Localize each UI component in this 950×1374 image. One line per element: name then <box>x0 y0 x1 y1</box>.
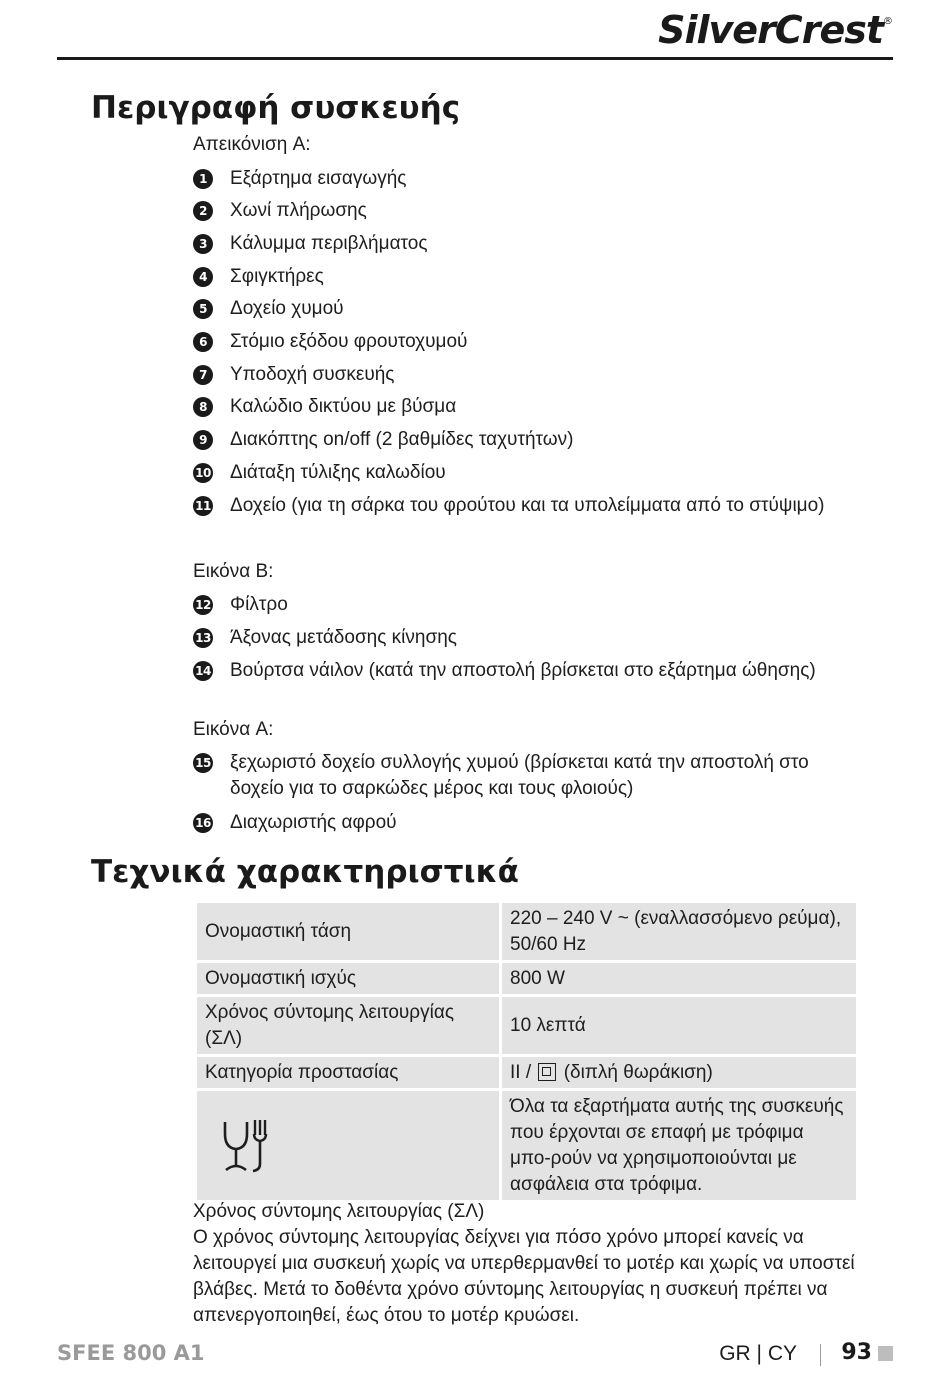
spec-value: 10 λεπτά <box>501 996 858 1056</box>
table-row <box>196 1056 858 1090</box>
group-label-a: Απεικόνιση A: <box>193 134 311 155</box>
list-item: 4 Σφιγκτήρες <box>193 264 830 290</box>
section-title-description: Περιγραφή συσκευής <box>91 90 461 126</box>
spec-label: Ονομαστική ισχύς <box>196 962 501 996</box>
number-badge: 3 <box>193 234 213 254</box>
spec-label: Κατηγορία προστασίας <box>196 1056 501 1090</box>
number-badge: 9 <box>193 430 213 450</box>
table-row <box>196 1090 858 1202</box>
list-item: 5 Δοχείο χυμού <box>193 296 830 322</box>
footer-language: GR | CY <box>719 1342 797 1365</box>
number-badge: 5 <box>193 299 213 319</box>
list-item: 3 Κάλυμμα περιβλήματος <box>193 231 830 257</box>
spec-value: 800 W <box>501 962 858 996</box>
list-item: 12 Φίλτρο <box>193 592 830 618</box>
group-label-c: Εικόνα A: <box>193 719 274 740</box>
number-badge: 7 <box>193 365 213 385</box>
number-badge: 12 <box>193 595 213 615</box>
list-item: 10 Διάταξη τύλιξης καλωδίου <box>193 460 830 486</box>
number-badge: 4 <box>193 267 213 287</box>
number-badge: 15 <box>193 753 213 773</box>
spec-label: Χρόνος σύντομης λειτουργίας (ΣΛ) <box>196 996 501 1056</box>
number-badge: 16 <box>193 813 213 833</box>
group-label-b: Εικόνα B: <box>193 561 274 582</box>
spec-value: 220 – 240 V ~ (εναλλασσόμενο ρεύμα), 50/60 Hz <box>501 902 858 962</box>
list-item: 1 Εξάρτημα εισαγωγής <box>193 166 830 192</box>
number-badge: 6 <box>193 332 213 352</box>
list-item: 13 Άξονας μετάδοσης κίνησης <box>193 625 830 651</box>
food-safe-glass-fork-icon <box>222 1118 274 1174</box>
list-item: 9 Διακόπτης on/off (2 βαθμίδες ταχυτήτων) <box>193 427 830 453</box>
list-item: 16 Διαχωριστής αφρού <box>193 810 830 836</box>
list-item: 14 Βούρτσα νάιλον (κατά την αποστολή βρίσκεται στο εξάρτημα ώθησης) <box>193 658 870 684</box>
spec-value: Όλα τα εξαρτήματα αυτής της συσκευής που έρχονται σε επαφή με τρόφιμα μπο-ρούν να χρησιμοποιούνται με ασφάλεια στα τρόφιμα. <box>501 1090 858 1202</box>
list-item: 15 ξεχωριστό δοχείο συλλογής χυμού (βρίσκεται κατά την αποστολή στο δοχείο για το σαρκώδες μέρος και τους φλοιούς) <box>193 750 820 802</box>
brand-logo: SilverCrest® <box>658 8 892 52</box>
number-badge: 11 <box>193 496 213 516</box>
list-item: 8 Καλώδιο δικτύου με βύσμα <box>193 394 830 420</box>
number-badge: 14 <box>193 661 213 681</box>
list-item: 11 Δοχείο (για τη σάρκα του φρούτου και τα υπολείμματα από το στύψιμο) <box>193 493 870 519</box>
spec-table <box>194 900 859 1203</box>
note-paragraph: Ο χρόνος σύντομης λειτουργίας δείχνει για πόσο χρόνο μπορεί κανείς να λειτουργεί μια συσκευή χωρίς να υπερθερμανθεί το μοτέρ και χωρίς να υποστεί βλάβες. Μετά το δοθέντα χρόνο σύντομης λειτουργίας η συσκευή πρέπει να απενεργοποιηθεί, έως ότου το μοτέρ κρυώσει. <box>193 1227 855 1326</box>
spec-value: II / (διπλή θωράκιση) <box>501 1056 858 1090</box>
list-item: 2 Χωνί πλήρωσης <box>193 198 830 224</box>
number-badge: 13 <box>193 628 213 648</box>
protection-class-ii-icon <box>538 1063 556 1081</box>
table-row <box>196 902 858 962</box>
footer-divider <box>820 1344 821 1366</box>
spec-icon-cell <box>196 1090 501 1202</box>
footer-model: SFEE 800 A1 <box>57 1341 205 1365</box>
list-item: 6 Στόμιο εξόδου φρουτοχυμού <box>193 329 830 355</box>
section-title-technical: Τεχνικά χαρακτηριστικά <box>91 854 519 890</box>
table-row <box>196 962 858 996</box>
note-title: Χρόνος σύντομης λειτουργίας (ΣΛ) <box>193 1201 485 1222</box>
number-badge: 2 <box>193 201 213 221</box>
table-row <box>196 996 858 1056</box>
footer-square-icon <box>878 1346 893 1361</box>
number-badge: 1 <box>193 169 213 189</box>
page-number: 93 <box>841 1340 872 1365</box>
number-badge: 10 <box>193 463 213 483</box>
list-item: 7 Υποδοχή συσκευής <box>193 362 830 388</box>
number-badge: 8 <box>193 397 213 417</box>
spec-label: Ονομαστική τάση <box>196 902 501 962</box>
header-rule <box>57 57 893 60</box>
